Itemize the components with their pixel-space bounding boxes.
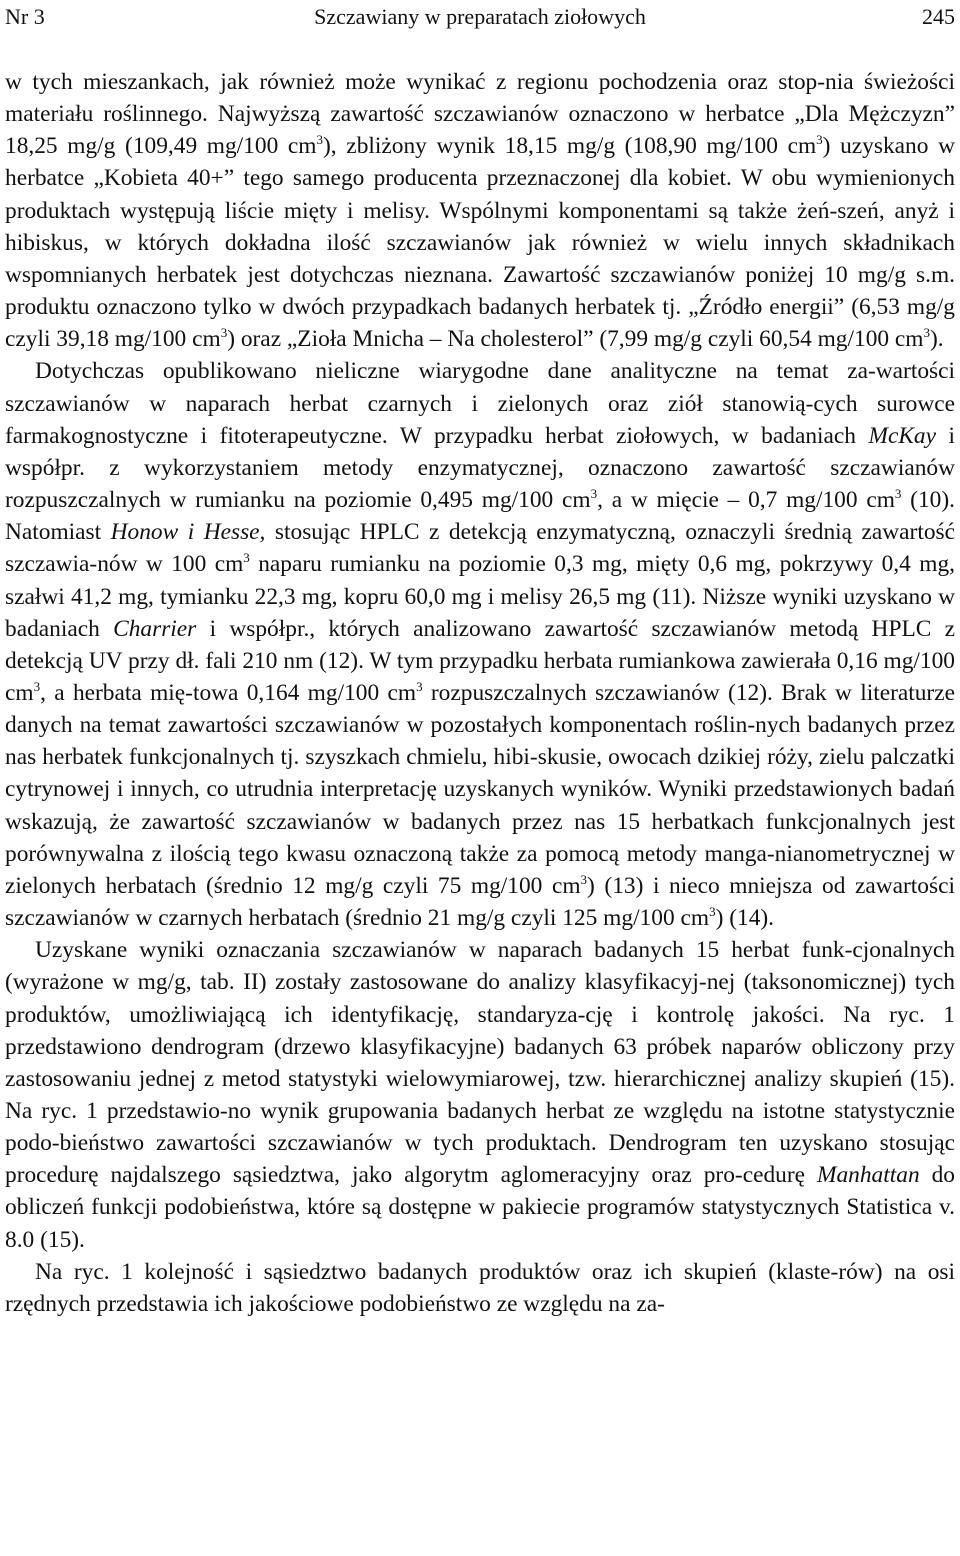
issue-number: Nr 3	[5, 4, 45, 29]
superscript: 3	[580, 871, 588, 887]
superscript: 3	[923, 325, 931, 341]
italic-name: Manhattan	[816, 1162, 920, 1189]
page-number: 245	[922, 4, 955, 29]
text-run: do obliczeń funkcji podobieństwa, które są dostępne w pakiecie programów statystycznych Statistica v. 8.0 (15).	[5, 1162, 955, 1253]
running-header	[5, 2, 955, 32]
text-run: ) oraz „Zioła Mnicha – Na cholesterol” (7,99 mg/g czyli 60,54 mg/100 cm	[227, 326, 924, 353]
text-run: (10). Natomiast	[5, 487, 955, 546]
text-run: ) (14).	[715, 905, 775, 932]
paragraph	[5, 934, 955, 1256]
superscript: 3	[243, 550, 250, 566]
text-run: ) uzyskano w herbatce „Kobieta 40+” tego samego producenta przeznaczonej dla kobiet. W obu wymienionych produktach występują liście mięty i melisy. Wspólnymi komponentami są także żeń-szeń, anyż i hibiskus, w których dokładna ilość szczawianów jak również w wielu innych składnikach wspomnianych herbatek jest dotychczas nieznana. Zawartość szczawianów poniżej 10 mg/g s.m. produktu oznaczono tylko w dwóch przypadkach badanych herbatek tj. „Źródło energii” (6,53 mg/g czyli 39,18 mg/100 cm	[5, 133, 955, 353]
text-run: Na ryc. 1 kolejność i sąsiedztwo badanych produktów oraz ich skupień (klaste-rów) na osi rzędnych przedstawia ich jakościowe podobieństwo ze względu na za-	[5, 1258, 955, 1317]
text-run: Dotychczas opublikowano nieliczne wiarygodne dane analityczne na temat za-wartości szczawianów w naparach herbat czarnych i zielonych oraz ziół stanowią-cych surowce farmakognostyczne i fitoterapeutyczne. W przypadku herbat ziołowych, w badaniach	[5, 358, 955, 449]
superscript: 3	[33, 678, 41, 694]
running-title: Szczawiany w preparatach ziołowych	[314, 4, 646, 29]
italic-name: Charrier	[113, 615, 197, 642]
superscript: 3	[416, 678, 423, 694]
italic-name: McKay	[868, 422, 937, 449]
italic-name: Honow i Hesse,	[110, 519, 266, 546]
paragraph	[5, 1256, 955, 1320]
superscript: 3	[709, 904, 716, 920]
text-run: stosując HPLC z detekcją enzymatyczną, oznaczyli średnią zawartość szczawia-nów w 100 cm	[5, 519, 956, 578]
article-body	[5, 66, 955, 1320]
text-run: ) (13) i nieco mniejsza od zawartości szczawianów w czarnych herbatach (średnio 21 mg/g czyli 125 mg/100 cm	[5, 872, 955, 932]
text-run: , a herbata mię-towa 0,164 mg/100 cm	[40, 679, 417, 706]
superscript: 3	[220, 325, 228, 341]
superscript: 3	[816, 132, 823, 148]
text-run: , a w mięcie – 0,7 mg/100 cm	[597, 487, 895, 514]
paragraph	[5, 355, 955, 934]
text-run: ), zbliżony wynik 18,15 mg/g (108,90 mg/100 cm	[323, 133, 817, 160]
text-run: w tych mieszankach, jak również może wynikać z regionu pochodzenia oraz stop-nia świeżości materiału roślinnego. Najwyższą zawartość szczawianów oznaczono w herbatce „Dla Mężczyzn” 18,25 mg/g (109,49 mg/100 cm	[5, 69, 955, 160]
superscript: 3	[316, 132, 324, 148]
superscript: 3	[590, 486, 598, 502]
text-run: rozpuszczalnych szczawianów (12). Brak w literaturze danych na temat zawartości szczawianów w pozostałych komponentach roślin-nych badanych przez nas herbatek funkcjonalnych tj. szyszkach chmielu, hibi-skusie, owocach dzikiej róży, zielu palczatki cytrynowej i innych, co utrudnia interpretację uzyskanych wyników. Wyniki przedstawionych badań wskazują, że zawartość szczawianów w badanych przez nas 15 herbatkach funkcjonalnych jest porównywalna z ilością tego kwasu oznaczoną także za pomocą metody manga-nianometrycznej w zielonych herbatach (średnio 12 mg/g czyli 75 mg/100 cm	[5, 679, 955, 899]
superscript: 3	[894, 486, 902, 502]
text-run: i współpr., których analizowano zawartość szczawianów metodą HPLC z detekcją UV przy dł. fali 210 nm (12). W tym przypadku herbata rumiankowa zawierała 0,16 mg/100 cm	[5, 615, 956, 706]
text-run: i współpr. z wykorzystaniem metody enzymatycznej, oznaczono zawartość szczawianów rozpuszczalnych w rumianku na poziomie 0,495 mg/100 cm	[5, 422, 955, 514]
text-run: naparu rumianku na poziomie 0,3 mg, mięty 0,6 mg, pokrzywy 0,4 mg, szałwi 41,2 mg, tymianku 22,3 mg, kopru 60,0 mg i melisy 26,5 mg (11). Niższe wyniki uzyskano w badaniach	[5, 551, 955, 642]
text-run: Uzyskane wyniki oznaczania szczawianów w naparach badanych 15 herbat funk-cjonalnych (wyrażone w mg/g, tab. II) zostały zastosowane do analizy klasyfikacyj-nej (taksonomicznej) tych produktów, umożliwiającą ich identyfikację, standaryza-cję i kontrolę jakości. Na ryc. 1 przedstawiono dendrogram (drzewo klasyfikacyjne) badanych 63 próbek naparów obliczony przy zastosowaniu jednej z metod statystyki wielowymiarowej, tzw. hierarchicznej analizy skupień (15). Na ryc. 1 przedstawio-no wynik grupowania badanych herbat ze względu na istotne statystycznie podo-bieństwo zawartości szczawianów w tych produktach. Dendrogram ten uzyskano stosując procedurę najdalszego sąsiedztwa, jako algorytm aglomeracyjny oraz pro-cedurę	[5, 937, 955, 1189]
paragraph	[5, 66, 955, 355]
text-run: ).	[930, 326, 944, 353]
